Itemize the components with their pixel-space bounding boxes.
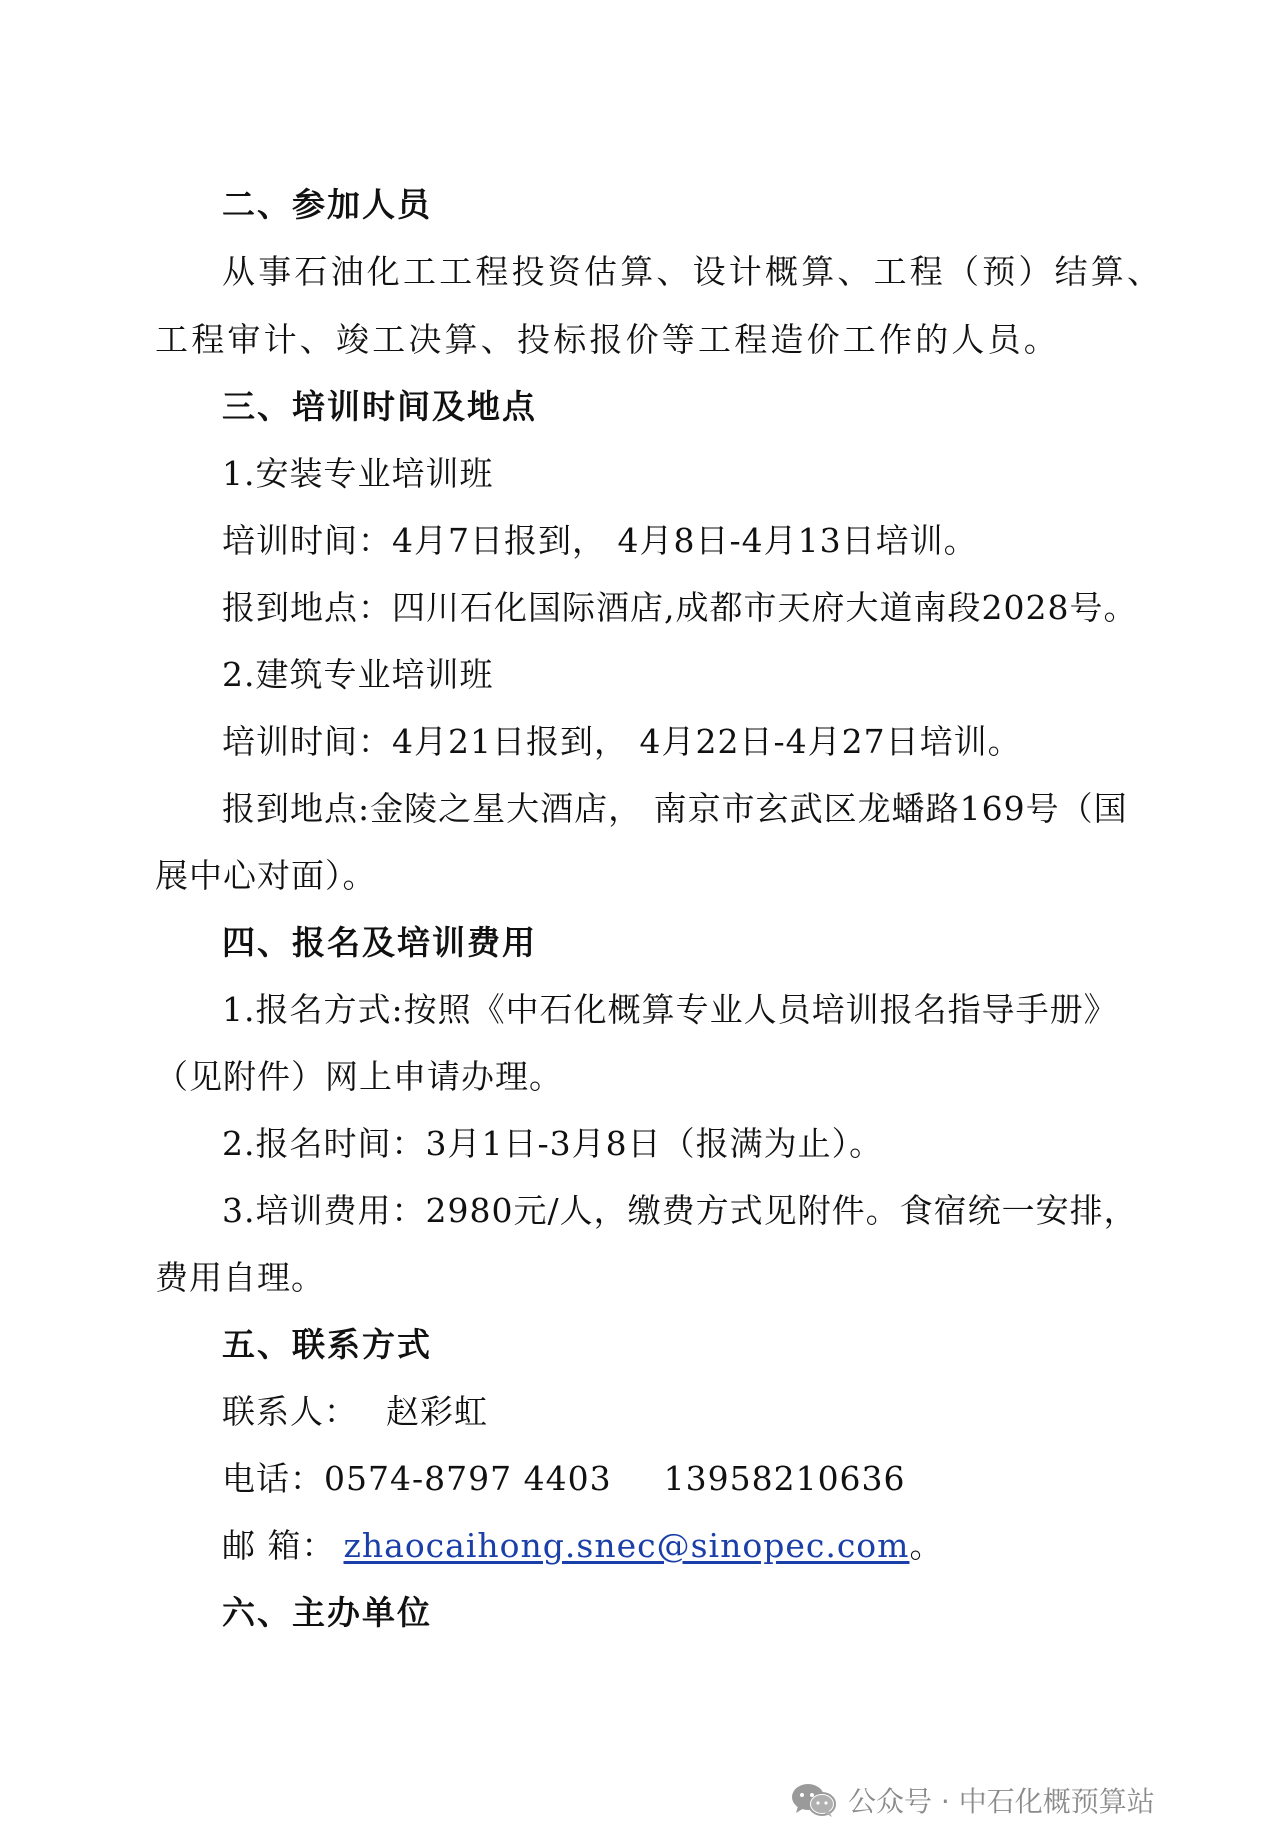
training-fee: 3.培训费用：2980元/人，缴费方式见附件。食宿统一安排， xyxy=(222,1191,1138,1230)
watermark-text: 公众号 · 中石化概预算站 xyxy=(848,1785,1155,1818)
mobile-number: 13958210636 xyxy=(663,1459,906,1498)
contact-label: 联系人： xyxy=(222,1392,358,1431)
wechat-icon xyxy=(790,1782,838,1818)
paragraph-line: 展中心对面）。 xyxy=(155,856,377,895)
paragraph-line: （见附件）网上申请办理。 xyxy=(155,1057,563,1096)
contact-name: 赵彩虹 xyxy=(386,1392,488,1431)
section-title-contact: 五、联系方式 xyxy=(222,1325,432,1364)
report-location-building: 报到地点:金陵之星大酒店， 南京市玄武区龙蟠路169号（国 xyxy=(222,789,1128,828)
phone-label: 电话： xyxy=(222,1459,324,1498)
training-time-install: 培训时间：4月7日报到， 4月8日-4月13日培训。 xyxy=(222,521,978,560)
wechat-watermark xyxy=(790,1778,1155,1822)
phone-row xyxy=(222,1459,906,1499)
section-title-participants: 二、参加人员 xyxy=(222,185,432,224)
paragraph-line: 从事石油化工工程投资估算、设计概算、工程（预）结算、 xyxy=(222,252,1164,291)
email-row xyxy=(222,1526,943,1566)
email-link[interactable]: zhaocaihong.snec@sinopec.com xyxy=(343,1526,910,1565)
report-location-install: 报到地点：四川石化国际酒店,成都市天府大道南段2028号。 xyxy=(222,588,1138,627)
list-item-install-class: 1.安装专业培训班 xyxy=(222,454,494,493)
list-item-building-class: 2.建筑专业培训班 xyxy=(222,655,494,694)
paragraph-line: 工程审计、竣工决算、投标报价等工程造价工作的人员。 xyxy=(155,320,1060,359)
contact-person-row xyxy=(222,1392,488,1432)
section-title-organizer: 六、主办单位 xyxy=(222,1593,432,1632)
section-title-time-location: 三、培训时间及地点 xyxy=(222,387,537,426)
training-time-building: 培训时间：4月21日报到， 4月22日-4月27日培训。 xyxy=(222,722,1022,761)
paragraph-line: 费用自理。 xyxy=(155,1258,325,1297)
phone-number: 0574-8797 4403 xyxy=(324,1459,612,1498)
email-suffix: 。 xyxy=(909,1526,944,1565)
registration-method: 1.报名方式:按照《中石化概算专业人员培训报名指导手册》 xyxy=(222,990,1118,1029)
email-label: 邮 箱： xyxy=(222,1526,336,1565)
section-title-registration-fee: 四、报名及培训费用 xyxy=(222,923,537,962)
registration-time: 2.报名时间：3月1日-3月8日（报满为止）。 xyxy=(222,1124,884,1163)
